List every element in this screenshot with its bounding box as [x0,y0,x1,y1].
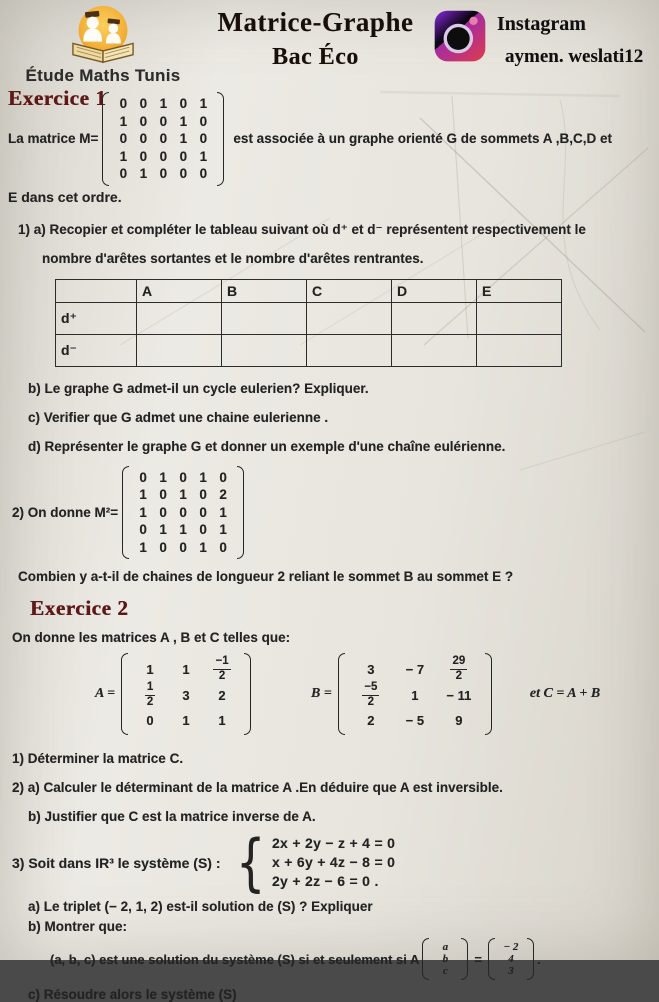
matrix-cell: − 11 [446,687,472,703]
table-header-cell: A [137,279,222,302]
matrix-cell: 0 [159,539,167,555]
table-header-cell [56,279,137,302]
system-brace: { [235,825,266,899]
table-row [56,302,562,334]
matrix-cell: − 2 [503,941,519,953]
question-1c: c) Verifier que G admet une chaine eulerienne . [28,409,329,425]
table-cell [392,302,477,334]
matrix-cell: 0 [159,148,168,164]
question-1b: b) Le graphe G admet-il un cycle eulerien? Expliquer. [28,380,369,396]
matrix-cell: 0 [146,712,154,728]
matrix-cell: 0 [179,504,187,520]
equation-line: 2x + 2y − z + 4 = 0 [271,835,396,851]
matrix-m-suffix: est associée à un graphe orienté G de sommets A ,B,C,D et [233,131,613,147]
matrix-cell: 1 [179,113,188,129]
matrix-m2-section [12,466,659,560]
matrix-cell: 1 [179,131,188,146]
table-header-cell: B [222,279,307,302]
matrix-m [102,92,224,186]
matrix-cell: 0 [119,131,128,146]
matrix-cell: 0 [159,504,167,520]
matrix-cell: 4 [508,953,514,965]
exercise2-intro: On donne les matrices A , B et C telles que: [12,630,291,645]
matrix-cell: 1 [199,469,207,485]
table-cell [137,302,222,334]
matrix-cell: 0 [139,522,147,537]
matrix-cell: − 7 [405,661,425,677]
instagram-block [433,4,653,86]
matrix-cell: 0 [179,539,187,555]
matrix-cell: 0 [159,487,167,502]
table-cell [477,302,562,334]
question-2-label: 2) On donne M²= [12,504,119,520]
table-row-label: d⁻ [56,334,137,366]
vector-rhs [488,938,534,980]
table-cell [222,334,307,366]
c-definition: et C = A + B [529,686,601,701]
matrices-row [95,653,659,735]
equals-sign: = [474,951,482,967]
matrix-cell: $\frac{-5}{2}$ [364,681,378,708]
matrix-m-label: La matrice M= [8,131,99,147]
matrix-cell: 0 [139,469,147,485]
question-ex2-1: 1) Déterminer la matrice C. [12,751,184,766]
question-ex2-2b: b) Justifier que C est la matrice inverse de A. [28,809,316,824]
solution-condition-row [50,938,659,980]
matrix-cell: 0 [139,96,148,111]
matrix-cell: 1 [199,148,208,164]
table-cell [137,334,222,366]
title-block [198,4,433,86]
matrix-cell: 1 [159,96,168,111]
question-ex2-3-prefix: 3) Soit dans IR³ le système (S) : [12,854,221,871]
table-cell [392,334,477,366]
instagram-label: Instagram [497,13,586,35]
question-2-text: Combien y a-t-il de chaines de longueur 2 reliant le sommet B au sommet E ? [18,569,514,584]
matrix-cell: − 5 [405,712,425,728]
matrix-cell: $\frac{29}{2}$ [452,655,466,682]
vector-abc [422,938,468,980]
matrix-cell: 1 [179,487,187,502]
page-subtitle: Bac Éco [272,44,359,70]
matrix-a-label: A = [95,686,116,701]
solution-condition-text: (a, b, c) est une solution du système (S) si et seulement si A [50,951,420,967]
matrix-cell: 0 [139,148,148,164]
matrix-cell: 0 [199,487,207,502]
matrix-cell: 1 [218,712,226,728]
matrix-cell: a [442,941,449,953]
matrix-cell: 1 [219,522,227,537]
matrix-cell: 1 [219,504,227,520]
matrix-cell: 3 [367,661,375,677]
exercise2-heading: Exercice 2 [30,596,129,620]
matrix-cell: 3 [508,965,514,977]
matrix-cell: 1 [119,113,128,129]
system-equations [272,834,395,891]
etude-maths-logo-icon [55,4,151,66]
matrix-cell: 1 [146,661,154,677]
table-row-label: d⁺ [56,302,137,334]
matrix-cell: 1 [179,522,187,537]
question-1a-line1: 1) a) Recopier et compléter le tableau suivant où d⁺ et d⁻ représentent respectivement le [18,221,586,237]
period-mark: . [536,951,541,967]
matrix-cell: 2 [218,687,226,703]
question-1d: d) Représenter le graphe G et donner un exemple d'une chaîne eulérienne. [28,438,506,454]
table-header-cell: C [307,279,392,302]
table-cell [222,302,307,334]
matrix-cell: 9 [455,712,463,728]
table-cell [307,302,392,334]
matrix-cell: 0 [119,96,128,111]
equation-line: 2y + 2z − 6 = 0 . [271,873,379,889]
matrix-cell: 2 [219,487,227,502]
question-ex2-3c: c) Résoudre alors le système (S) [28,987,237,1002]
logo-block [8,4,198,86]
matrix-cell: 0 [199,131,208,146]
matrix-m-section [8,92,659,186]
matrix-cell: 0 [219,469,227,485]
matrix-cell: 0 [179,166,188,181]
matrix-cell: 0 [139,113,148,129]
ordre-line: E dans cet ordre. [8,188,122,205]
matrix-cell: 0 [159,166,168,181]
matrix-cell: 1 [119,148,128,164]
exercise1-heading: Exercice 1 [8,86,107,110]
table-header-cell: D [392,279,477,302]
matrix-cell: 1 [182,712,190,728]
matrix-cell: 0 [159,113,168,129]
matrix-cell: b [442,953,449,965]
matrix-cell: $\frac{-1}{2}$ [215,655,229,682]
matrix-b-label: B = [311,686,332,701]
matrix-cell: 0 [179,148,188,164]
table-cell [477,334,562,366]
matrix-cell: 0 [179,96,188,111]
matrix-cell: 1 [159,469,167,485]
matrix-cell: 1 [159,522,167,537]
matrix-cell: 2 [367,712,375,728]
matrix-cell: 0 [199,504,207,520]
instagram-icon [433,9,487,63]
system-section [12,825,659,899]
matrix-cell: 0 [179,469,187,485]
matrix-cell: 0 [199,522,207,537]
matrix-cell: c [442,965,448,977]
page-title: Matrice-Graphe [217,7,414,37]
equation-line: x + 6y + 4z − 8 = 0 [271,854,396,870]
question-ex2-3b: b) Montrer que: [28,919,127,934]
matrix-cell: $\frac{1}{2}$ [146,681,154,708]
matrix-cell: 1 [139,487,147,502]
degree-table [55,279,562,367]
instagram-text [497,9,643,86]
matrix-cell: 1 [199,539,207,555]
question-ex2-2a: 2) a) Calculer le déterminant de la matrice A .En déduire que A est inversible. [12,780,503,795]
matrix-cell: 0 [119,166,128,181]
matrix-a [121,653,251,735]
question-1a-line2: nombre d'arêtes sortantes et le nombre d'arêtes rentrantes. [42,250,424,266]
matrix-cell: 1 [139,539,147,555]
instagram-handle: aymen. weslati12 [505,46,644,67]
question-ex2-3a: a) Le triplet (− 2, 1, 2) est-il solution de (S) ? Expliquer [28,899,373,914]
matrix-cell: 0 [219,539,227,555]
table-row [56,334,562,366]
header [0,0,659,86]
matrix-cell: 0 [199,113,208,129]
matrix-cell: 1 [411,687,419,703]
matrix-b [338,653,492,735]
matrix-cell: 1 [199,96,208,111]
table-header-cell: E [477,279,562,302]
table-cell [307,334,392,366]
matrix-cell: 0 [199,166,208,181]
matrix-cell: 0 [159,131,168,146]
matrix-cell: 0 [139,131,148,146]
matrix-cell: 3 [182,687,190,703]
logo-caption: Étude Maths Tunis [25,66,181,85]
matrix-m2 [122,466,244,560]
matrix-cell: 1 [182,661,190,677]
matrix-cell: 1 [139,166,148,181]
matrix-cell: 1 [139,504,147,520]
